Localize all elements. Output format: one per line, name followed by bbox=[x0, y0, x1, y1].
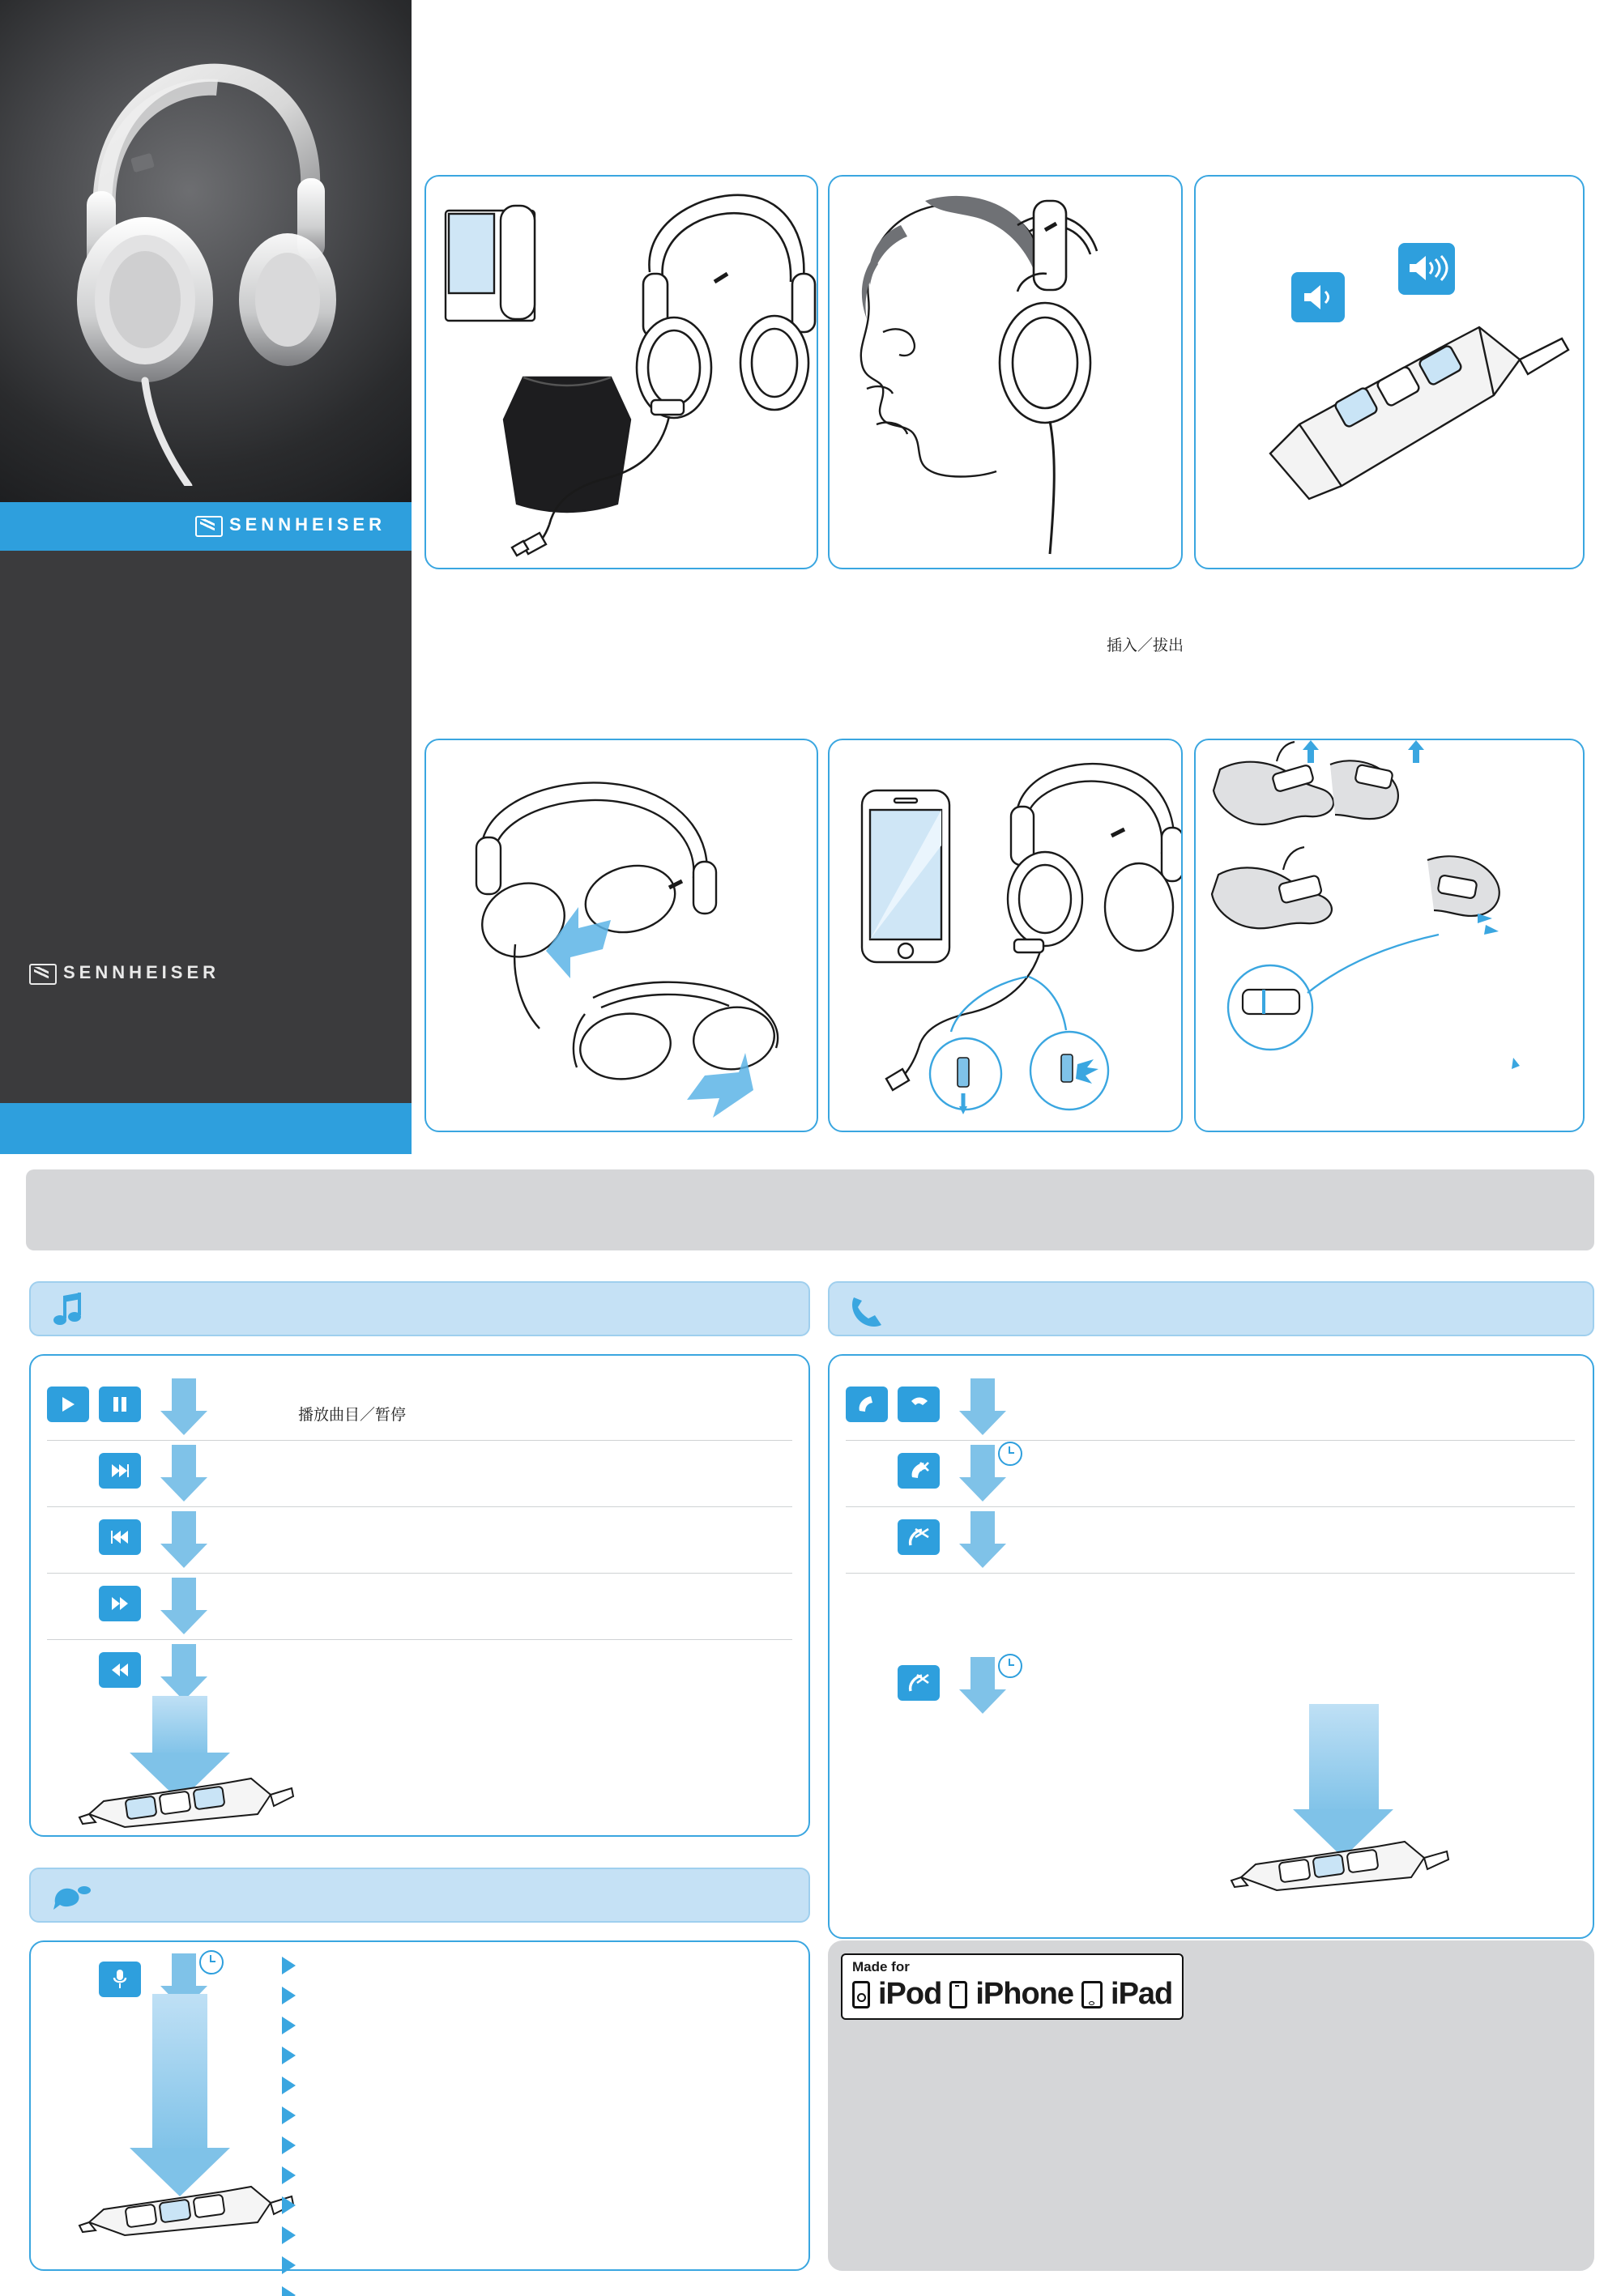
play-icon bbox=[47, 1387, 89, 1422]
voice-controls-panel bbox=[29, 1940, 810, 2271]
previous-track-icon bbox=[99, 1519, 141, 1555]
bullet-marker bbox=[282, 1987, 296, 2004]
brand-name: SENNHEISER bbox=[63, 962, 220, 982]
microphone-icon bbox=[99, 1962, 141, 1997]
wearing-illustration bbox=[830, 177, 1181, 568]
ipod-device-icon bbox=[852, 1981, 870, 2008]
cover-brand-band bbox=[0, 502, 412, 551]
panel-connect-to-phone bbox=[828, 739, 1183, 1132]
music-section-header bbox=[29, 1281, 810, 1336]
hold-forward-arrow bbox=[160, 1578, 207, 1636]
panel-wearing-headphones bbox=[828, 175, 1183, 569]
rewind-icon bbox=[99, 1652, 141, 1688]
voice-section-header bbox=[29, 1868, 810, 1923]
cover-hero-image bbox=[0, 0, 412, 502]
ipod-label: iPod bbox=[878, 1977, 942, 2011]
brand-name: SENNHEISER bbox=[228, 514, 386, 535]
brand-logo-middle bbox=[29, 962, 220, 983]
music-note-icon bbox=[49, 1293, 94, 1328]
clock-icon bbox=[998, 1654, 1022, 1678]
cable-replacement-illustration bbox=[1196, 740, 1583, 1131]
bullet-marker bbox=[282, 2226, 296, 2244]
panel-folding bbox=[424, 739, 818, 1132]
panel-package-contents bbox=[424, 175, 818, 569]
sennheiser-logo-icon bbox=[195, 516, 220, 534]
clock-icon bbox=[998, 1442, 1022, 1466]
call-controls-panel bbox=[828, 1354, 1594, 1939]
next-track-icon bbox=[99, 1453, 141, 1489]
end-call-icon bbox=[898, 1387, 940, 1422]
sennheiser-logo-icon bbox=[29, 964, 53, 982]
bullet-marker bbox=[282, 2047, 296, 2064]
bullet-marker bbox=[282, 2017, 296, 2034]
volume-illustration bbox=[1196, 177, 1583, 568]
accept-call-icon bbox=[846, 1387, 888, 1422]
iphone-device-icon bbox=[949, 1981, 967, 2008]
remote-control-illustration bbox=[76, 1769, 295, 1830]
caption-insert-remove: 插入／拔出 bbox=[1107, 637, 1184, 654]
panel-volume-control bbox=[1194, 175, 1585, 569]
made-for-devices bbox=[852, 1977, 1172, 2012]
fast-forward-icon bbox=[99, 1586, 141, 1621]
headphone-product-photo bbox=[45, 32, 369, 486]
bullet-marker bbox=[282, 2256, 296, 2274]
cover-column bbox=[0, 0, 412, 1154]
phone-handset-icon bbox=[847, 1293, 886, 1330]
hold-rewind-arrow bbox=[160, 1644, 207, 1702]
press-once-arrow bbox=[959, 1378, 1006, 1437]
press-thrice-arrow bbox=[160, 1511, 207, 1570]
iphone-label: iPhone bbox=[975, 1977, 1074, 2011]
bullet-marker bbox=[282, 2166, 296, 2184]
music-row-label-1: 播放曲目／暂停 bbox=[298, 1406, 407, 1424]
voice-assistant-icon bbox=[49, 1877, 94, 1916]
panel-cable-replacement bbox=[1194, 739, 1585, 1132]
brand-logo-top bbox=[195, 510, 386, 539]
clock-icon bbox=[199, 1950, 224, 1974]
press-arrow bbox=[959, 1511, 1006, 1570]
big-down-arrow bbox=[130, 1994, 230, 2196]
ipad-device-icon bbox=[1081, 1981, 1103, 2008]
bullet-marker bbox=[282, 2286, 296, 2296]
connect-illustration bbox=[830, 740, 1181, 1131]
ipad-label: iPad bbox=[1111, 1977, 1173, 2011]
bullet-marker bbox=[282, 2196, 296, 2214]
music-controls-panel bbox=[29, 1354, 810, 1837]
package-contents-illustration bbox=[426, 177, 817, 568]
press-once-arrow bbox=[160, 1378, 207, 1437]
made-for-panel bbox=[828, 1940, 1594, 2271]
bullet-marker bbox=[282, 1957, 296, 1974]
remote-control-illustration bbox=[76, 2177, 295, 2240]
bullet-marker-list bbox=[282, 1957, 296, 2296]
remote-control-illustration bbox=[1226, 1830, 1453, 1895]
made-for-label: Made for bbox=[852, 1959, 910, 1974]
bullet-marker bbox=[282, 2136, 296, 2154]
press-twice-arrow bbox=[160, 1445, 207, 1503]
call-section-header bbox=[828, 1281, 1594, 1336]
folding-illustration bbox=[426, 740, 817, 1131]
swap-call-icon bbox=[898, 1519, 940, 1555]
info-bar bbox=[26, 1169, 1594, 1250]
bullet-marker bbox=[282, 2077, 296, 2094]
made-for-badge bbox=[841, 1953, 1184, 2020]
hold-call-icon bbox=[898, 1665, 940, 1701]
cover-bottom-band bbox=[0, 1103, 412, 1154]
bullet-marker bbox=[282, 2106, 296, 2124]
pause-icon bbox=[99, 1387, 141, 1422]
reject-call-icon bbox=[898, 1453, 940, 1489]
